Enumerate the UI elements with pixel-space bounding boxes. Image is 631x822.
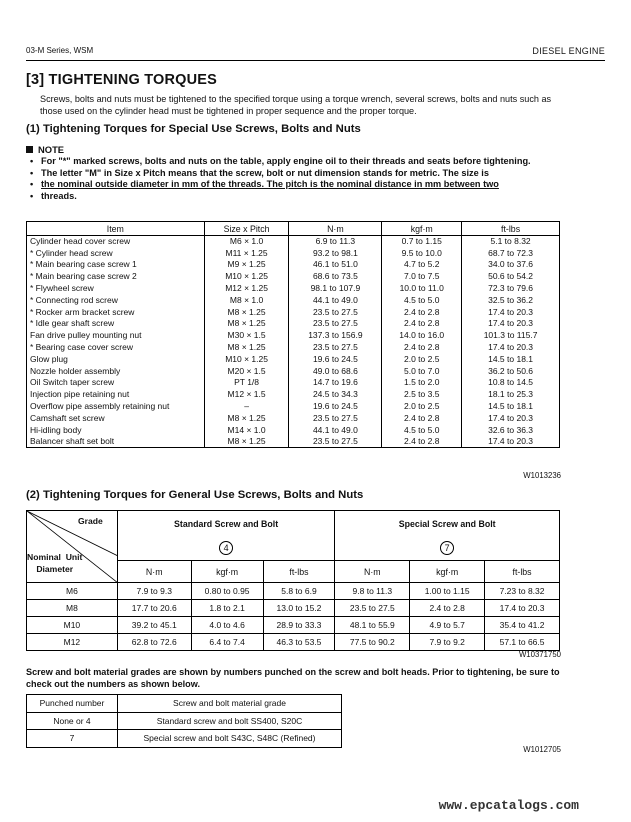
table-cell: 49.0 to 68.6 [289,365,382,377]
table-cell: 32.5 to 36.2 [462,294,560,306]
table-cell: 2.0 to 2.5 [382,353,462,365]
note-heading [26,144,64,155]
table-cell: 2.4 to 2.8 [410,600,485,617]
grade-4-mark-icon: 4 [219,541,233,555]
table-cell: Nozzle holder assembly [27,365,205,377]
table-cell: 10.0 to 11.0 [382,283,462,295]
col-header-nm: N·m [289,222,382,236]
table-cell: * Rocker arm bracket screw [27,306,205,318]
table-cell: Oil Switch taper screw [27,377,205,389]
table-row [27,330,560,342]
table-row [27,730,342,748]
table-cell: Injection pipe retaining nut [27,389,205,401]
table-cell: 46.1 to 51.0 [289,259,382,271]
table-row [27,236,560,248]
table-cell: M8 × 1.25 [204,412,289,424]
header-chapter: DIESEL ENGINE [532,46,605,56]
table-cell: 2.4 to 2.8 [382,342,462,354]
special-torque-table [26,221,560,448]
nominal-label: Nominal [27,552,61,562]
col-header-material: Screw and bolt material grade [118,695,342,713]
table-cell: M6 [27,583,118,600]
table-cell: 6.4 to 7.4 [191,634,263,651]
table2-code: W10371750 [518,650,561,659]
table-cell: 9.8 to 11.3 [335,583,410,600]
table-cell: 77.5 to 90.2 [335,634,410,651]
table-cell: * Main bearing case screw 2 [27,271,205,283]
table-cell: M9 × 1.25 [204,259,289,271]
table-cell: 23.5 to 27.5 [335,600,410,617]
note-square-icon [26,146,33,153]
table-cell: 17.4 to 20.3 [462,342,560,354]
table-cell: Hi-idling body [27,424,205,436]
standard-grade-header: Standard Screw and Bolt [117,511,335,537]
table-cell: 50.6 to 54.2 [462,271,560,283]
table-cell: 4.0 to 4.6 [191,617,263,634]
material-grade-note: Screw and bolt material grades are shown by numbers punched on the screw and bolt heads. Prior to tightening, be sure to check out the numbers as shown below. [26,667,560,689]
table-cell: 28.9 to 33.3 [263,617,335,634]
footer-website: www.epcatalogs.com [438,798,579,813]
table-cell: 13.0 to 15.2 [263,600,335,617]
table3-code: W1012705 [523,745,561,754]
table-cell: 1.00 to 1.15 [410,583,485,600]
page-header [26,46,605,58]
note-item [30,179,564,191]
table1-code: W1013236 [523,471,561,480]
table-cell: 2.4 to 2.8 [382,412,462,424]
note-item: • The letter "M" in Size x Pitch means that the screw, bolt or nut dimension stands for metric. The size is [30,168,564,180]
table-cell: 36.2 to 50.6 [462,365,560,377]
unit-header: kgf·m [191,561,263,583]
table-cell: 17.4 to 20.3 [462,412,560,424]
table-row [27,600,560,617]
table-cell: 39.2 to 45.1 [117,617,191,634]
table-row [27,294,560,306]
table-cell: 24.5 to 34.3 [289,389,382,401]
table-cell: Camshaft set screw [27,412,205,424]
table-cell: 17.7 to 20.6 [117,600,191,617]
table-cell: 32.6 to 36.3 [462,424,560,436]
note-title: NOTE [38,144,65,155]
subsection-title-general: (2) Tightening Torques for General Use Screws, Bolts and Nuts [26,489,364,501]
table-cell: 7.0 to 7.5 [382,271,462,283]
diameter-label: Diameter [36,564,74,574]
table-cell: 137.3 to 156.9 [289,330,382,342]
unit-header: ft-lbs [485,561,560,583]
table-cell: M10 [27,617,118,634]
table-cell: M10 × 1.25 [204,271,289,283]
material-grade-table [26,694,342,748]
table-cell: 17.4 to 20.3 [462,306,560,318]
standard-grade-mark-cell [117,536,335,560]
table-cell: * Cylinder head screw [27,247,205,259]
table-cell: 34.0 to 37.6 [462,259,560,271]
table-cell: * Idle gear shaft screw [27,318,205,330]
table-cell: 9.5 to 10.0 [382,247,462,259]
table-cell: 62.8 to 72.6 [117,634,191,651]
table-cell: * Flywheel screw [27,283,205,295]
table-cell: 18.1 to 25.3 [462,389,560,401]
table-cell: M12 × 1.5 [204,389,289,401]
table-cell: Standard screw and bolt SS400, S20C [118,712,342,730]
col-header-item: Item [27,222,205,236]
table-cell: * Bearing case cover screw [27,342,205,354]
table-cell: 6.9 to 11.3 [289,236,382,248]
table-cell: 23.5 to 27.5 [289,436,382,448]
grade-7-mark-icon: 7 [440,541,454,555]
header-rule [26,60,605,61]
table-cell: 2.0 to 2.5 [382,401,462,413]
col-header-size: Size x Pitch [204,222,289,236]
table-cell: Glow plug [27,353,205,365]
table-cell: 17.4 to 20.3 [462,436,560,448]
table-cell: M14 × 1.0 [204,424,289,436]
table-cell: * Connecting rod screw [27,294,205,306]
special-grade-mark-cell [335,536,560,560]
table-cell: M11 × 1.25 [204,247,289,259]
table-cell: 19.6 to 24.5 [289,353,382,365]
material-grade-rows [27,712,342,747]
table-cell: 4.5 to 5.0 [382,424,462,436]
table-cell: 5.1 to 8.32 [462,236,560,248]
table-row [27,634,560,651]
table-row [27,283,560,295]
intro-paragraph: Screws, bolts and nuts must be tightened to the specified torque using a torque wrench, several screws, bolts and nuts such as those used on the cylinder head must be tightened in proper sequence and the proper torque. [40,94,552,116]
table-cell: 98.1 to 107.9 [289,283,382,295]
table-cell: 4.5 to 5.0 [382,294,462,306]
table-row [27,424,560,436]
table-cell: Overflow pipe assembly retaining nut [27,401,205,413]
table-cell: 4.9 to 5.7 [410,617,485,634]
section-title: [3] TIGHTENING TORQUES [26,72,218,88]
table-cell: 14.5 to 18.1 [462,353,560,365]
special-torque-rows [27,236,560,448]
table-cell: M20 × 1.5 [204,365,289,377]
table-row [27,712,342,730]
table-cell: 44.1 to 49.0 [289,424,382,436]
table-cell: 23.5 to 27.5 [289,318,382,330]
table-row [27,365,560,377]
col-header-ftlbs: ft-lbs [462,222,560,236]
table-cell: 5.8 to 6.9 [263,583,335,600]
table-cell: 14.7 to 19.6 [289,377,382,389]
table-cell: M8 × 1.25 [204,342,289,354]
table-cell: M8 × 1.25 [204,306,289,318]
table-row [27,617,560,634]
table-row [27,436,560,448]
table-cell: 7 [27,730,118,748]
note-item [30,191,564,203]
table-row [27,318,560,330]
table-cell: 57.1 to 66.5 [485,634,560,651]
table-cell: Fan drive pulley mounting nut [27,330,205,342]
table-cell: 46.3 to 53.5 [263,634,335,651]
table-cell: 101.3 to 115.7 [462,330,560,342]
note-list [30,156,564,202]
note-item-continued: the nominal outside diameter in mm of the threads. The pitch is the nominal distance in mm between two [41,179,499,190]
table-cell: * Main bearing case screw 1 [27,259,205,271]
table-cell: Balancer shaft set bolt [27,436,205,448]
table-cell: 68.7 to 72.3 [462,247,560,259]
note-item: • For "*" marked screws, bolts and nuts on the table, apply engine oil to their threads and seats before tightening. [30,156,564,168]
grade-label: Grade [77,516,103,526]
table-cell: M8 × 1.0 [204,294,289,306]
table-cell: 68.6 to 73.5 [289,271,382,283]
unit-header: N·m [335,561,410,583]
table-cell: 35.4 to 41.2 [485,617,560,634]
table-cell: 14.0 to 16.0 [382,330,462,342]
unit-header: ft-lbs [263,561,335,583]
table-cell: 17.4 to 20.3 [485,600,560,617]
table-row [27,412,560,424]
table-cell: Cylinder head cover screw [27,236,205,248]
table-cell: M30 × 1.5 [204,330,289,342]
table-cell: 19.6 to 24.5 [289,401,382,413]
table-cell: M8 [27,600,118,617]
table-cell: 1.5 to 2.0 [382,377,462,389]
table-cell: M8 × 1.25 [204,436,289,448]
table-cell: 23.5 to 27.5 [289,306,382,318]
table-row [27,377,560,389]
table-cell: 4.7 to 5.2 [382,259,462,271]
table-row [27,353,560,365]
table-cell: PT 1/8 [204,377,289,389]
unit-header: N·m [117,561,191,583]
table-row [27,389,560,401]
table-cell: 10.8 to 14.5 [462,377,560,389]
table-cell: 44.1 to 49.0 [289,294,382,306]
header-series: 03-M Series, WSM [26,46,94,55]
note-item-continued: threads. [41,190,77,201]
table-cell: 2.5 to 3.5 [382,389,462,401]
table-row [27,271,560,283]
table-row [27,306,560,318]
table-cell: Special screw and bolt S43C, S48C (Refined) [118,730,342,748]
table-cell: 7.9 to 9.3 [117,583,191,600]
subsection-title-special: (1) Tightening Torques for Special Use Screws, Bolts and Nuts [26,123,361,135]
table-cell: 1.8 to 2.1 [191,600,263,617]
table-cell: M8 × 1.25 [204,318,289,330]
table-cell: M12 × 1.25 [204,283,289,295]
table-cell: 93.2 to 98.1 [289,247,382,259]
table-cell: 0.7 to 1.15 [382,236,462,248]
grade-unit-corner-cell [27,511,118,583]
table-row [27,259,560,271]
table-cell: 14.5 to 18.1 [462,401,560,413]
table-cell: 72.3 to 79.6 [462,283,560,295]
table-cell: – [204,401,289,413]
unit-label: Unit [65,552,83,562]
col-header-kgfm: kgf·m [382,222,462,236]
table-cell: 23.5 to 27.5 [289,342,382,354]
table-row [27,342,560,354]
table-cell: 2.4 to 2.8 [382,318,462,330]
table-cell: 2.4 to 2.8 [382,436,462,448]
table-cell: 5.0 to 7.0 [382,365,462,377]
general-torque-rows [27,583,560,651]
special-grade-header: Special Screw and Bolt [335,511,560,537]
table-cell: 2.4 to 2.8 [382,306,462,318]
table-cell: 48.1 to 55.9 [335,617,410,634]
table-cell: 0.80 to 0.95 [191,583,263,600]
col-header-punched: Punched number [27,695,118,713]
table-cell: 7.23 to 8.32 [485,583,560,600]
general-torque-table [26,510,560,651]
table-row [27,247,560,259]
table-row [27,583,560,600]
table-cell: 7.9 to 9.2 [410,634,485,651]
unit-header: kgf·m [410,561,485,583]
table-cell: M6 × 1.0 [204,236,289,248]
table-cell: M10 × 1.25 [204,353,289,365]
table-cell: 17.4 to 20.3 [462,318,560,330]
table-cell: M12 [27,634,118,651]
table-cell: 23.5 to 27.5 [289,412,382,424]
table-row [27,401,560,413]
nominal-unit-label [27,551,82,575]
table-cell: None or 4 [27,712,118,730]
